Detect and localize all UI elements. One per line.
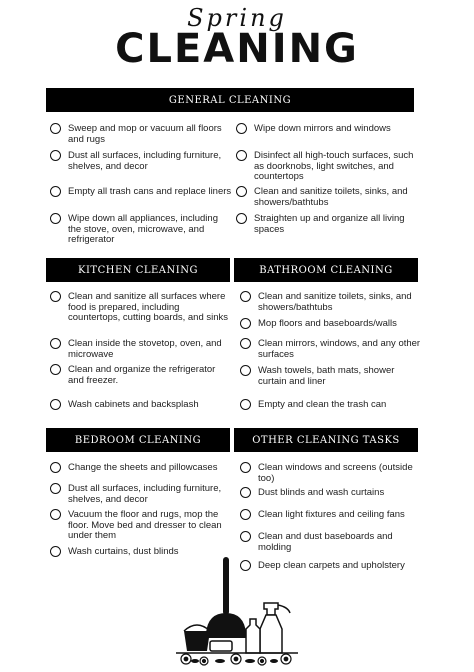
checkbox-circle[interactable] bbox=[240, 462, 251, 473]
checklist-item[interactable] bbox=[240, 366, 424, 387]
item-label: Change the sheets and pillowcases bbox=[68, 462, 218, 473]
checklist-item[interactable] bbox=[236, 124, 422, 135]
item-label: Clean and organize the refrigerator and freezer. bbox=[68, 364, 216, 386]
item-label: Empty all trash cans and replace liners bbox=[68, 186, 232, 197]
item-label: Sweep and mop or vacuum all floors and rugs bbox=[68, 123, 222, 145]
other-cleaning-tasks-heading: OTHER CLEANING TASKS bbox=[234, 428, 418, 452]
checklist-item[interactable] bbox=[50, 214, 232, 246]
checkbox-circle[interactable] bbox=[50, 509, 61, 520]
general-cleaning-heading: GENERAL CLEANING bbox=[46, 88, 414, 112]
bathroom-cleaning-heading: BATHROOM CLEANING bbox=[234, 258, 418, 282]
item-label: Dust blinds and wash curtains bbox=[258, 487, 385, 498]
checkbox-circle[interactable] bbox=[50, 338, 61, 349]
item-label: Clean mirrors, windows, and any other surfaces bbox=[258, 338, 421, 360]
checklist-item[interactable] bbox=[236, 151, 422, 183]
item-label: Disinfect all high-touch surfaces, such as doorknobs, light switches, and countertops bbox=[254, 150, 414, 182]
item-label: Clean and sanitize toilets, sinks, and showers/bathtubs bbox=[258, 291, 412, 313]
checkbox-circle[interactable] bbox=[240, 365, 251, 376]
script-title: Spring bbox=[187, 4, 287, 32]
checklist-item[interactable] bbox=[50, 400, 232, 411]
item-label: Wash curtains, dust blinds bbox=[68, 546, 179, 557]
checkbox-circle[interactable] bbox=[236, 213, 247, 224]
item-label: Clean and dust baseboards and molding bbox=[258, 531, 393, 553]
item-label: Deep clean carpets and upholstery bbox=[258, 560, 405, 571]
checkbox-circle[interactable] bbox=[50, 546, 61, 557]
item-label: Mop floors and baseboards/walls bbox=[258, 318, 397, 329]
item-label: Vacuum the floor and rugs, mop the floor. Move bed and dresser to clean under them bbox=[68, 509, 222, 541]
checklist-item[interactable] bbox=[50, 292, 232, 324]
checkbox-circle[interactable] bbox=[240, 318, 251, 329]
checklist-item[interactable] bbox=[50, 463, 232, 474]
item-label: Dust all surfaces, including furniture, shelves, and decor bbox=[68, 483, 222, 505]
checkbox-circle[interactable] bbox=[236, 123, 247, 134]
checkbox-circle[interactable] bbox=[50, 399, 61, 410]
checklist-item[interactable] bbox=[240, 532, 424, 553]
checkbox-circle[interactable] bbox=[240, 487, 251, 498]
checkbox-circle[interactable] bbox=[236, 150, 247, 161]
checkbox-circle[interactable] bbox=[236, 186, 247, 197]
item-label: Clean and sanitize all surfaces where food is prepared, including countertops, cutting boards, and sinks bbox=[68, 291, 229, 323]
main-title: CLEANING bbox=[115, 26, 359, 72]
checklist-item[interactable] bbox=[50, 124, 232, 145]
kitchen-cleaning-heading: KITCHEN CLEANING bbox=[46, 258, 230, 282]
checklist-item[interactable] bbox=[50, 187, 232, 198]
checklist-item[interactable] bbox=[50, 510, 232, 542]
checklist-item[interactable] bbox=[50, 339, 232, 360]
checkbox-circle[interactable] bbox=[50, 291, 61, 302]
checkbox-circle[interactable] bbox=[50, 150, 61, 161]
cleaning-supplies-illustration bbox=[170, 555, 305, 667]
checkbox-circle[interactable] bbox=[240, 531, 251, 542]
checklist-item[interactable] bbox=[240, 463, 424, 484]
checkbox-circle[interactable] bbox=[50, 123, 61, 134]
checklist-item[interactable] bbox=[50, 484, 232, 505]
checkbox-circle[interactable] bbox=[50, 462, 61, 473]
checklist-item[interactable] bbox=[240, 488, 424, 499]
checklist-item[interactable] bbox=[50, 151, 232, 172]
bedroom-cleaning-heading: BEDROOM CLEANING bbox=[46, 428, 230, 452]
item-label: Dust all surfaces, including furniture, shelves, and decor bbox=[68, 150, 222, 172]
checkbox-circle[interactable] bbox=[240, 399, 251, 410]
checklist-item[interactable] bbox=[50, 365, 232, 386]
cleaning-supplies-icon bbox=[170, 555, 305, 667]
item-label: Wipe down mirrors and windows bbox=[254, 123, 391, 134]
page-header bbox=[0, 0, 474, 82]
checkbox-circle[interactable] bbox=[240, 291, 251, 302]
checklist-item[interactable] bbox=[240, 292, 424, 313]
checklist-item[interactable] bbox=[236, 187, 422, 208]
checklist-item[interactable] bbox=[240, 339, 424, 360]
item-label: Clean windows and screens (outside too) bbox=[258, 462, 413, 484]
item-label: Wash towels, bath mats, shower curtain and liner bbox=[258, 365, 395, 387]
checkbox-circle[interactable] bbox=[240, 338, 251, 349]
item-label: Clean and sanitize toilets, sinks, and showers/bathtubs bbox=[254, 186, 408, 208]
checklist-item[interactable] bbox=[236, 214, 422, 235]
item-label: Wash cabinets and backsplash bbox=[68, 399, 199, 410]
checkbox-circle[interactable] bbox=[50, 364, 61, 375]
checkbox-circle[interactable] bbox=[50, 186, 61, 197]
checkbox-circle[interactable] bbox=[240, 509, 251, 520]
item-label: Clean inside the stovetop, oven, and microwave bbox=[68, 338, 222, 360]
checkbox-circle[interactable] bbox=[50, 483, 61, 494]
checklist-item[interactable] bbox=[240, 319, 424, 330]
checkbox-circle[interactable] bbox=[50, 213, 61, 224]
item-label: Empty and clean the trash can bbox=[258, 399, 387, 410]
item-label: Straighten up and organize all living spaces bbox=[254, 213, 405, 235]
checklist-item[interactable] bbox=[240, 510, 424, 521]
item-label: Clean light fixtures and ceiling fans bbox=[258, 509, 405, 520]
checklist-item[interactable] bbox=[240, 400, 424, 411]
item-label: Wipe down all appliances, including the stove, oven, microwave, and refrigerator bbox=[68, 213, 218, 245]
